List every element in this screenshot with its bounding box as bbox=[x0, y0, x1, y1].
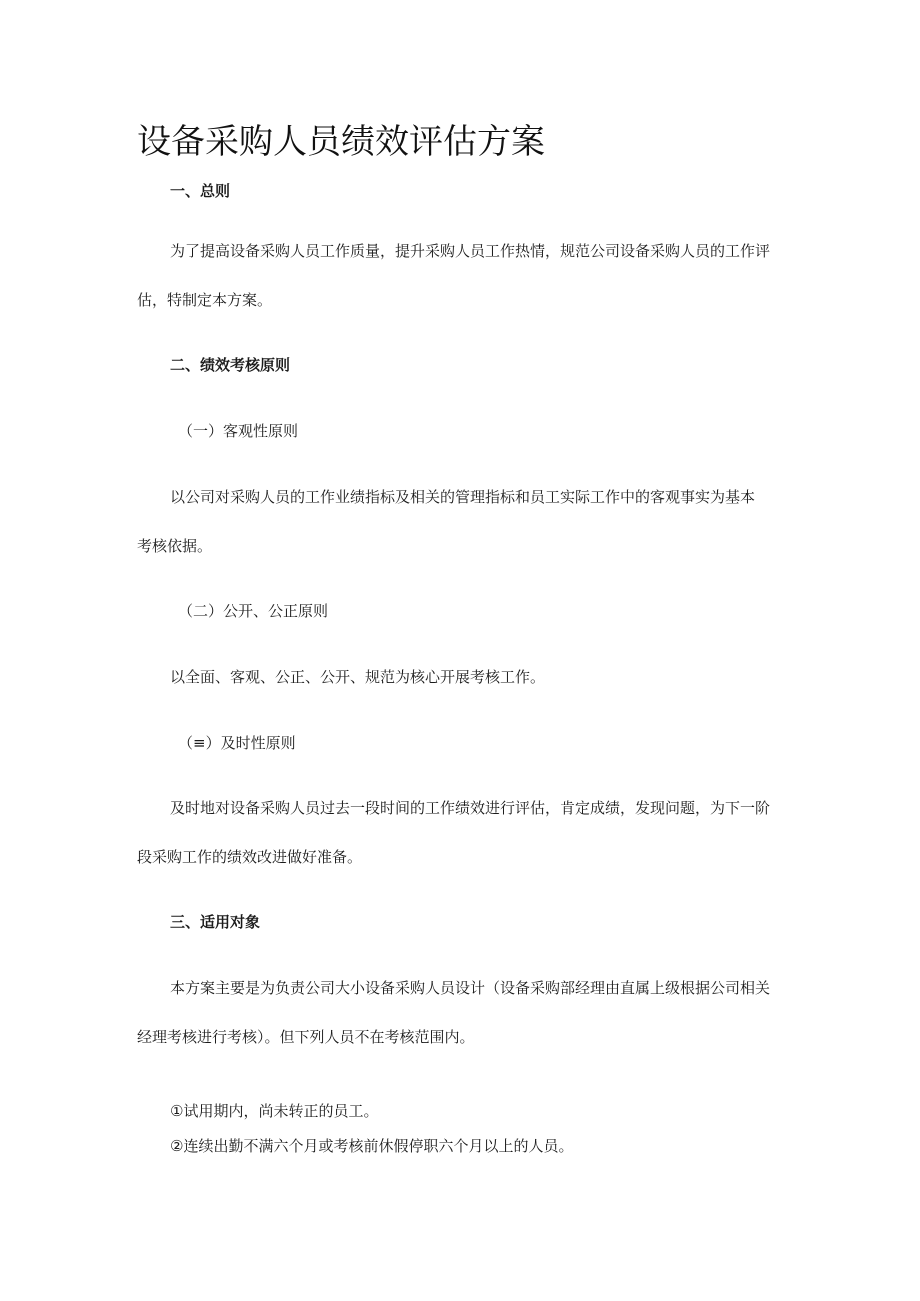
paragraph-scope-line1: 本方案主要是为负责公司大小设备采购人员设计（设备采购部经理由直属上级根据公司相关 bbox=[170, 979, 771, 997]
paragraph-openness: 以全面、客观、公正、公开、规范为核心开展考核工作。 bbox=[170, 668, 546, 686]
subheading-objectivity: （一）客观性原则 bbox=[178, 422, 299, 440]
section-heading-general: 一、总则 bbox=[170, 182, 231, 200]
paragraph-general-line2: 估，特制定本方案。 bbox=[137, 291, 273, 309]
paragraph-scope-line2: 经理考核进行考核）。但下列人员不在考核范围内。 bbox=[137, 1028, 475, 1046]
paragraph-timeliness-line2: 段采购工作的绩效改进做好准备。 bbox=[137, 848, 363, 866]
document-title: 设备采购人员绩效评估方案 bbox=[137, 122, 545, 162]
subheading-timeliness: （≡）及时性原则 bbox=[178, 734, 296, 752]
section-heading-scope: 三、适用对象 bbox=[170, 913, 261, 931]
paragraph-general-line1: 为了提高设备采购人员工作质量，提升采购人员工作热情，规范公司设备采购人员的工作评 bbox=[170, 242, 771, 260]
section-heading-principles: 二、绩效考核原则 bbox=[170, 356, 291, 374]
list-item: ①试用期内，尚未转正的员工。 bbox=[170, 1102, 379, 1120]
subheading-openness: （二）公开、公正原则 bbox=[178, 602, 329, 620]
paragraph-objectivity-line1: 以公司对采购人员的工作业绩指标及相关的管理指标和员工实际工作中的客观事实为基本 bbox=[170, 488, 756, 506]
list-item: ②连续出勤不满六个月或考核前休假停职六个月以上的人员。 bbox=[170, 1137, 574, 1155]
paragraph-objectivity-line2: 考核依据。 bbox=[137, 537, 213, 555]
paragraph-timeliness-line1: 及时地对设备采购人员过去一段时间的工作绩效进行评估，肯定成绩，发现问题，为下一阶 bbox=[170, 799, 771, 817]
